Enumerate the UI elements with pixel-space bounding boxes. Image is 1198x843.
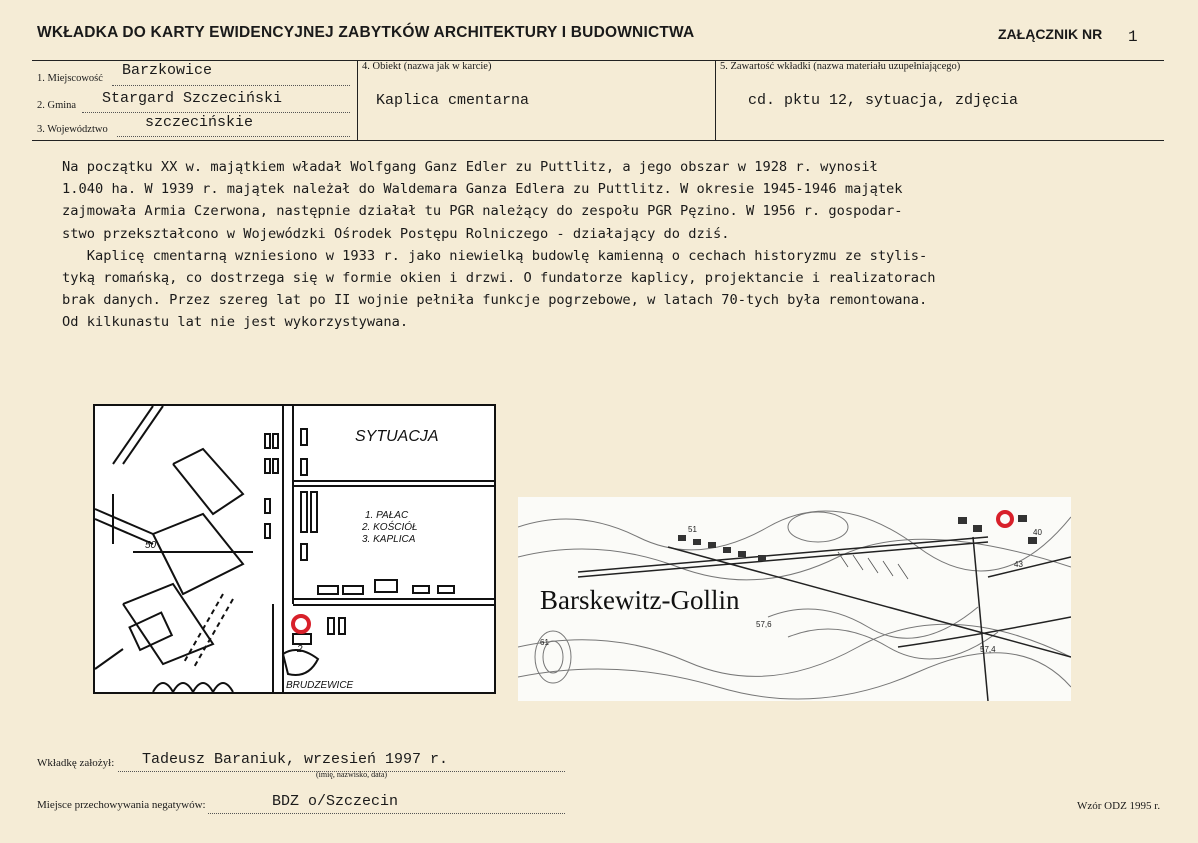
form-bottom-border (32, 140, 1164, 141)
founder-label: Wkładkę założył: (37, 757, 115, 769)
body-text (62, 156, 1142, 334)
body-line: Na początku XX w. majątkiem władał Wolfgang Ganz Edler zu Puttlitz, a jego obszar w 1928 r. wynosił (62, 159, 878, 175)
topo-spot-height: 57,6 (756, 620, 772, 629)
chapel-marker-icon (293, 616, 309, 632)
field-content-value: cd. pktu 12, sytuacja, zdjęcia (748, 92, 1019, 109)
founder-value: Tadeusz Baraniuk, wrzesień 1997 r. (142, 751, 449, 768)
field-commune-value: Stargard Szczeciński (102, 90, 283, 107)
field-voivodeship-label: 3. Województwo (37, 124, 108, 135)
field-commune-label: 2. Gmina (37, 100, 77, 111)
field-object-value: Kaplica cmentarna (376, 92, 530, 109)
field-locality-label: 1. Miejscowość (37, 73, 103, 84)
sketch-title: SYTUACJA (355, 428, 439, 445)
body-line: Kaplicę cmentarną wzniesiono w 1933 r. jako niewielką budowlę kamienną o cechach historyzmu ze stylis- (62, 247, 928, 264)
template-label: Wzór ODZ 1995 r. (1077, 800, 1161, 812)
site-sketch (93, 404, 496, 694)
storage-label: Miejsce przechowywania negatywów: (37, 799, 206, 811)
field-object-label: 4. Obiekt (nazwa jak w karcie) (362, 61, 492, 72)
body-line: tyką romańską, co dostrzega się w formie okien i drzwi. O fundatorze kaplicy, projektancie i realizatorach (62, 270, 936, 287)
body-line: stwo przekształcono w Wojewódzki Ośrodek Postępu Rolniczego - działający do dziś. (62, 225, 730, 242)
topo-place-name: Barskewitz-Gollin (540, 585, 740, 615)
form-top-border (32, 60, 1164, 61)
sketch-legend-item: 2. KOŚCIÓŁ (362, 522, 418, 533)
topo-spot-height: 40 (1033, 528, 1042, 537)
form-divider-1 (357, 60, 358, 141)
sketch-scale-label: 50 (145, 540, 157, 551)
annex-number: 1 (1128, 28, 1138, 46)
topo-spot-height: 57,4 (980, 645, 996, 654)
field-content-label: 5. Zawartość wkładki (nazwa materiału uzupełniającego) (720, 61, 961, 72)
field-voivodeship-value: szczecińskie (145, 114, 254, 131)
annex-label: ZAŁĄCZNIK NR (998, 26, 1103, 42)
form-divider-2 (715, 60, 716, 141)
topo-spot-height: 43 (1014, 560, 1023, 569)
sketch-street-label: BRUDZEWICE (286, 680, 354, 691)
body-line: brak danych. Przez szereg lat po II wojnie pełniła funkcje pogrzebowe, w latach 70-tych była remontowana. (62, 292, 928, 309)
topographic-map (518, 497, 1071, 701)
topo-spot-height: 61 (540, 638, 549, 647)
sketch-number-2: 2 (297, 644, 303, 655)
body-line: Od kilkunastu lat nie jest wykorzystywana. (62, 314, 409, 331)
body-line: zajmowała Armia Czerwona, następnie działał tu PGR należący do zespołu PGR Pęzino. W 1956 r. gospodar- (62, 203, 903, 220)
field-locality-value: Barzkowice (122, 62, 213, 79)
topographic-map-drawing (518, 497, 1071, 701)
site-sketch-drawing (93, 404, 496, 694)
founder-note: (imię, nazwisko, data) (316, 770, 388, 779)
form-header-row (0, 60, 1198, 141)
storage-value: BDZ o/Szczecin (272, 793, 399, 810)
sketch-legend-item: 1. PAŁAC (365, 510, 409, 521)
sketch-legend-item: 3. KAPLICA (362, 534, 416, 545)
document-title: WKŁADKA DO KARTY EWIDENCYJNEJ ZABYTKÓW ARCHITEKTURY I BUDOWNICTWA (37, 24, 695, 41)
body-line: 1.040 ha. W 1939 r. majątek należał do Waldemara Ganza Edlera zu Puttlitz. W okresie 1945-1946 majątek (62, 181, 903, 198)
chapel-location-marker-icon (998, 512, 1012, 526)
topo-spot-height: 51 (688, 525, 697, 534)
